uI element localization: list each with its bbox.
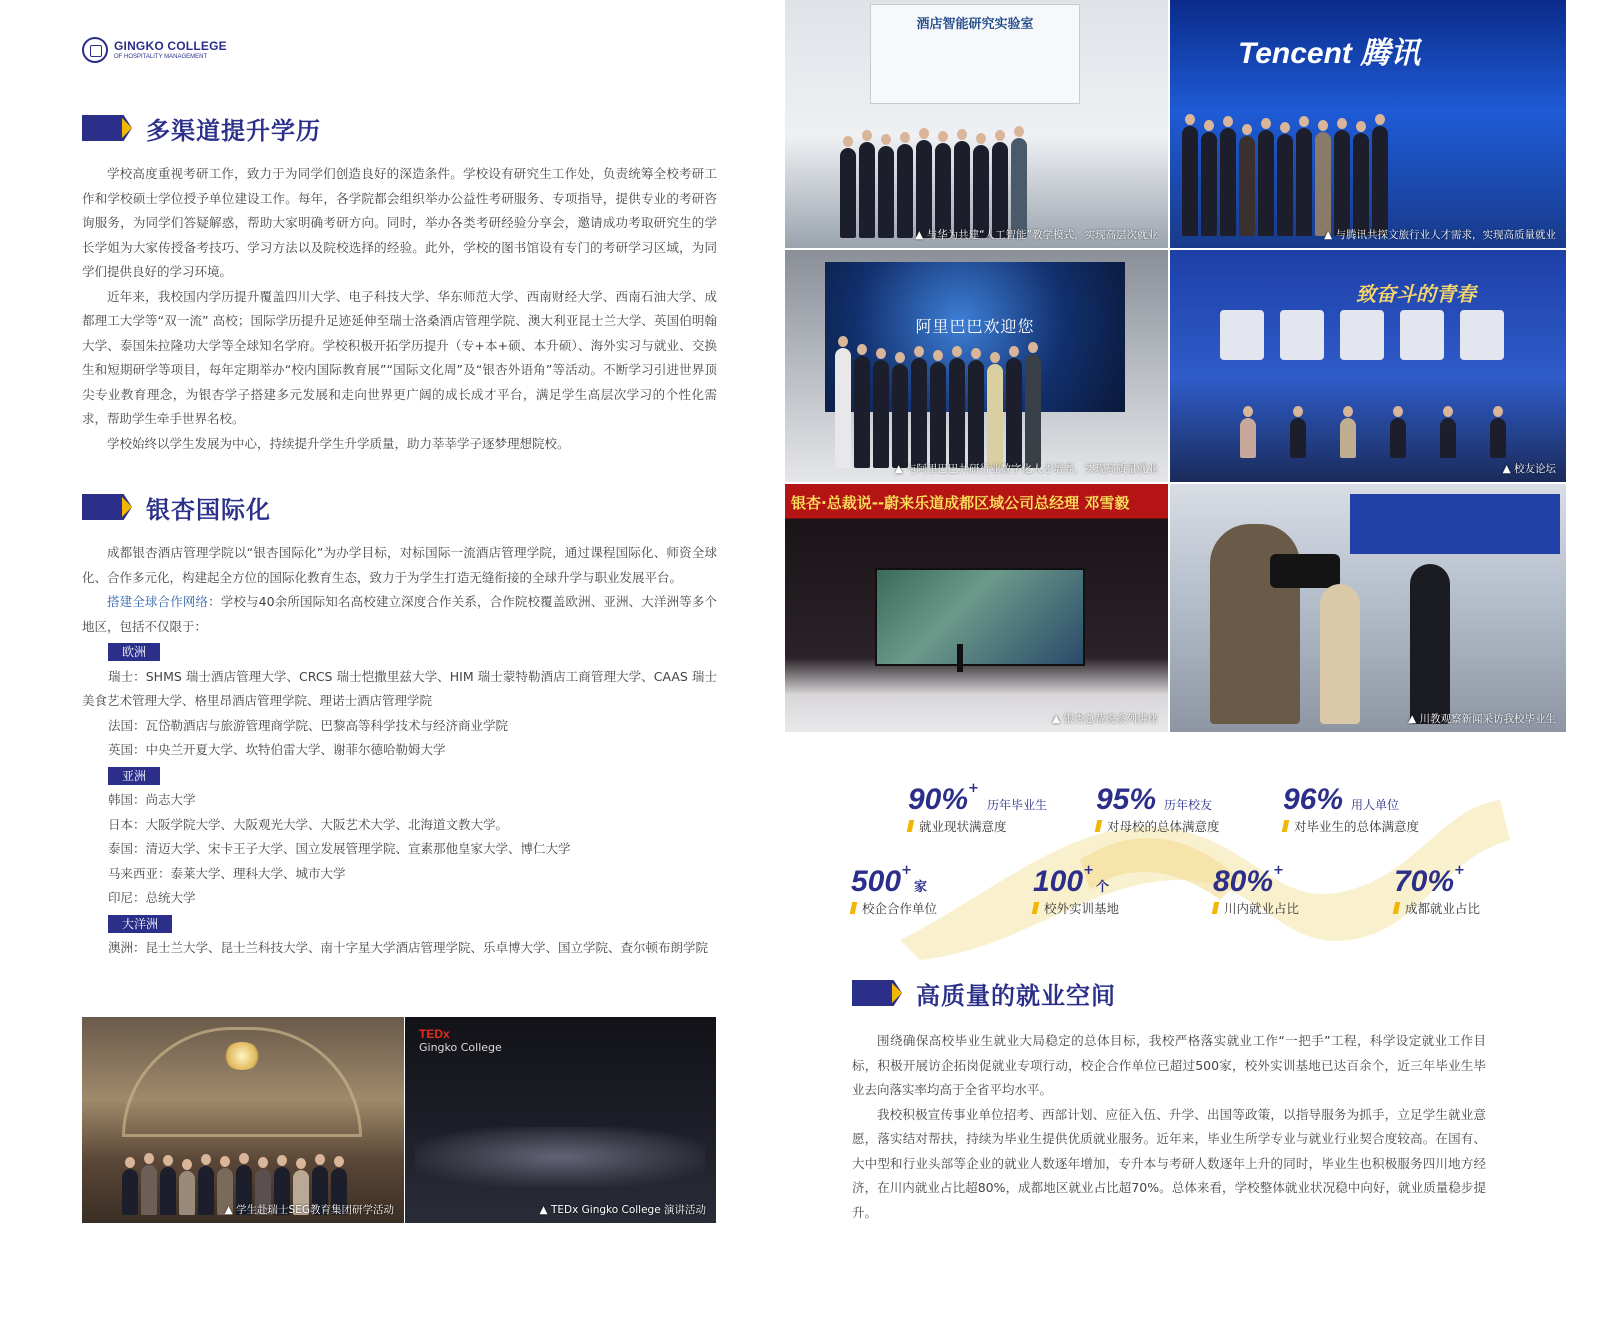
- stat-sup: +: [1083, 863, 1094, 878]
- stat-desc: 川内就业占比: [1213, 899, 1299, 917]
- region-line: 泰国：清迈大学、宋卡王子大学、国立发展管理学院、宣素那他皇家大学、博仁大学: [108, 841, 571, 856]
- stat-number: 500: [851, 865, 902, 898]
- college-logo: [82, 37, 227, 63]
- heading-chevron-icon: [118, 115, 132, 141]
- stat-desc: 校外实训基地: [1033, 899, 1119, 917]
- region-tag: 亚洲: [108, 767, 160, 785]
- section3-paragraph: 围绕确保高校毕业生就业大局稳定的总体目标，我校严格落实就业工作“一把手”工程，科学设定就业工作目标，积极开展访企拓岗促就业专项行动，校企合作单位已超过500家，校外实训基地已达百余个，近三年毕业生毕业去向落实率均高于全省平均水平。: [852, 1033, 1486, 1097]
- board-title: 酒店智能研究实验室: [916, 17, 1034, 32]
- stat-number: 100: [1033, 865, 1084, 898]
- photo-ceo-lecture: [785, 484, 1168, 732]
- forum-panel: [1240, 418, 1506, 458]
- section3-title: 高质量的就业空间: [916, 981, 1116, 1010]
- photo-alumni-forum: [1170, 250, 1566, 482]
- stat-sup: +: [968, 781, 979, 796]
- college-seal-icon: [82, 37, 108, 63]
- screen-text: 阿里巴巴欢迎您: [915, 317, 1035, 336]
- stat-partner-companies: [851, 863, 938, 917]
- heading-chevron-icon: [118, 494, 132, 520]
- stat-subject: 历年毕业生: [986, 798, 1047, 812]
- photo-tedx: [405, 1017, 716, 1223]
- stat-unit: 个: [1095, 880, 1109, 895]
- region-tag: 大洋洲: [108, 915, 172, 933]
- heading-chevron-icon: [888, 980, 902, 1006]
- photo-caption: ▲ 学生赴瑞士SEG教育集团研学活动: [224, 1204, 394, 1216]
- region-tag: 欧洲: [108, 643, 160, 661]
- job-fair-banner: [1350, 494, 1560, 554]
- stat-number: 70%: [1394, 865, 1455, 898]
- logo-line2: OF HOSPITALITY MANAGEMENT: [114, 53, 208, 60]
- lab-board: [870, 4, 1080, 104]
- section2-heading: [82, 492, 271, 522]
- stat-desc: 校企合作单位: [851, 899, 937, 917]
- region-line: 印尼：总统大学: [108, 890, 196, 905]
- stat-subject: 历年校友: [1164, 798, 1213, 812]
- stat-number: 80%: [1213, 865, 1274, 898]
- speaker-portraits: [1220, 310, 1520, 366]
- stat-sup: +: [1454, 863, 1465, 878]
- section1-body: [82, 162, 717, 456]
- region-line: 英国：中央兰开夏大学、坎特伯雷大学、谢菲尔德哈勒姆大学: [108, 742, 446, 757]
- section3-paragraph: 我校积极宣传事业单位招考、西部计划、应征入伍、升学、出国等政策，以指导服务为抓手，立足学生就业意愿，落实结对帮扶，持续为毕业生提供优质就业服务。近年来，毕业生所学专业与就业行业契合度较高。在国有、大中型和行业头部等企业的就业人数逐年增加，专升本与考研人数逐年上升的同时，毕业生也积极服务四川地方经济，在川内就业占比超80%，成都地区就业占比超70%。总体来看，学校整体就业状况稳中向好，就业质量稳步提升。: [852, 1106, 1486, 1220]
- audience-crowd: [415, 1127, 705, 1187]
- section2-intro: 成都银杏酒店管理学院以“银杏国际化”为办学目标，对标国际一流酒店管理学院，通过课程国际化、师资全球化、合作多元化，构建起全方位的国际化教育生态，致力于为学生打造无缝衔接的全球升学与职业发展平台。: [82, 545, 717, 585]
- stat-sup: +: [1273, 863, 1284, 878]
- heading-bar-icon: [82, 115, 118, 141]
- section2-title: 银杏国际化: [146, 495, 271, 524]
- section2-network: [82, 590, 717, 639]
- stat-number: 95%: [1096, 783, 1157, 816]
- photo-caption: ▲ 与阿里巴巴共研行业数字化人才培养，实现高质量就业: [894, 463, 1158, 475]
- lecture-banner: 银杏·总裁说--蔚来乐道成都区域公司总经理 邓雪毅: [791, 494, 1130, 512]
- photo-caption: ▲ 川教观察新闻采访我校毕业生: [1408, 713, 1556, 725]
- stat-chengdu-employment: [1394, 863, 1481, 917]
- stat-desc: 对母校的总体满意度: [1096, 817, 1220, 835]
- section1-heading: [82, 113, 321, 143]
- ted-mark-icon: TEDx: [419, 1027, 450, 1041]
- network-text: ：学校与40余所国际知名高校建立深度合作关系，合作院校覆盖欧洲、亚洲、大洋洲等多个地区，包括不仅限于：: [82, 594, 717, 634]
- stat-desc: 对毕业生的总体满意度: [1283, 817, 1419, 835]
- student-interviewee: [1410, 564, 1450, 724]
- stat-sichuan-employment: [1213, 863, 1300, 917]
- stat-subject: 用人单位: [1351, 798, 1400, 812]
- photo-caption: ▲ TEDx Gingko College 演讲活动: [539, 1204, 706, 1216]
- section1-paragraph: 学校始终以学生发展为中心，持续提升学生升学质量，助力莘莘学子逐梦理想院校。: [107, 435, 570, 451]
- stat-training-bases: [1033, 863, 1120, 917]
- photo-caption: ▲ 银杏总裁说系列讲座: [1052, 713, 1158, 725]
- stat-number: 96%: [1283, 783, 1344, 816]
- stat-desc: 成都就业占比: [1394, 899, 1480, 917]
- section1-title: 多渠道提升学历: [146, 116, 321, 145]
- section3-body: [852, 1029, 1486, 1225]
- photo-tencent: [1170, 0, 1566, 248]
- stat-unit: 家: [913, 880, 927, 895]
- staff-group: [840, 138, 1027, 238]
- staff-group: [1182, 126, 1388, 236]
- stat-desc: 就业现状满意度: [908, 817, 1047, 835]
- tedx-overlay: Gingko College: [419, 1041, 502, 1054]
- region-oceania: [82, 911, 717, 961]
- region-line: 日本：大阪学院大学、大阪观光大学、大阪艺术大学、北海道文教大学。: [108, 816, 509, 832]
- video-camera-icon: [1270, 554, 1340, 588]
- stat-employer-satisfaction: [1283, 785, 1419, 835]
- network-label: 搭建全球合作网络: [107, 594, 209, 609]
- photo-caption: ▲ 校友论坛: [1502, 463, 1556, 475]
- section3-heading: [852, 978, 1116, 1008]
- photo-caption: ▲ 与华为共建“人工智能”教学模式，实现高层次就业: [915, 229, 1158, 241]
- chandelier-icon: [222, 1042, 262, 1070]
- speaker-figure: [957, 644, 963, 672]
- section1-paragraph: 学校高度重视考研工作，致力于为同学们创造良好的深造条件。学校设有研究生工作处，负责统筹全校考研工作和学校硕士学位授予单位建设工作。每年，各学院都会组织举办公益性考研服务、专项指导，提供专业的考研咨询服务，为同学们答疑解惑，帮助大家明确考研方向。同时，举办各类考研经验分享会，邀请成功考取研究生的学长学姐为大家传授备考技巧、学习方法以及院校选择的经验。此外，学校的图书馆设有专门的考研学习区域，为同学们提供良好的学习环境。: [82, 166, 717, 279]
- section1-paragraph: 近年来，我校国内学历提升覆盖四川大学、电子科技大学、华东师范大学、西南财经大学、西南石油大学、成都理工大学等“双一流” 高校；国际学历提升足迹延伸至瑞士洛桑酒店管理学院、澳大利亚昆士兰大学、英国伯明翰大学、泰国朱拉隆功大学等全球知名学府。学校积极开拓学历提升（专+本+硕、本升硕）、海外实习与就业、交换生和短期研学等项目，每年定期举办“校内国际教育展”“国际文化周”及“银杏外语角”等活动。不断学习引进世界顶尖专业教育理念，为银杏学子搭建多元发展和走向世界更广阔的成长成才平台，满足学生高层次学习的个性化需求，帮助学生牵手世界名校。: [82, 288, 717, 426]
- stat-sup: +: [901, 863, 912, 878]
- region-line: 马来西亚：泰莱大学、理科大学、城市大学: [108, 865, 346, 881]
- stat-number: 90%: [908, 783, 969, 816]
- photo-alibaba: [785, 250, 1168, 482]
- heading-bar-icon: [82, 494, 118, 520]
- region-asia: [82, 763, 717, 911]
- photo-caption: ▲ 与腾讯共探文旅行业人才需求，实现高质量就业: [1324, 229, 1556, 241]
- staff-group: [835, 348, 1041, 468]
- reporter-figure: [1320, 584, 1360, 724]
- stat-alumni-satisfaction: [1096, 785, 1220, 835]
- forum-banner: 致奋斗的青春: [1356, 282, 1476, 306]
- photo-switzerland-trip: [82, 1017, 404, 1223]
- region-line: 法国：瓦岱勒酒店与旅游管理商学院、巴黎高等科学技术与经济商业学院: [108, 717, 509, 733]
- region-line: 韩国：尚志大学: [108, 792, 196, 807]
- logo-line1: GINGKO COLLEGE: [114, 38, 227, 53]
- heading-bar-icon: [852, 980, 888, 1006]
- region-europe: [82, 639, 717, 763]
- region-line: 瑞士：SHMS 瑞士酒店管理大学、CRCS 瑞士恺撒里兹大学、HIM 瑞士蒙特勒酒店工商管理大学、CAAS 瑞士美食艺术管理大学、格里昂酒店管理学院、理诺士酒店管理学院: [82, 668, 717, 708]
- stage-screen: [875, 568, 1085, 666]
- tencent-logo: Tencent 腾讯: [1238, 37, 1421, 70]
- region-line: 澳洲：昆士兰大学、昆士兰科技大学、南十字星大学酒店管理学院、乐卓博大学、国立学院、查尔顿布朗学院: [108, 940, 709, 955]
- photo-huawei-lab: [785, 0, 1168, 248]
- section2-body: [82, 541, 717, 961]
- stat-graduate-satisfaction: [908, 781, 1047, 835]
- photo-news-interview: [1170, 484, 1566, 732]
